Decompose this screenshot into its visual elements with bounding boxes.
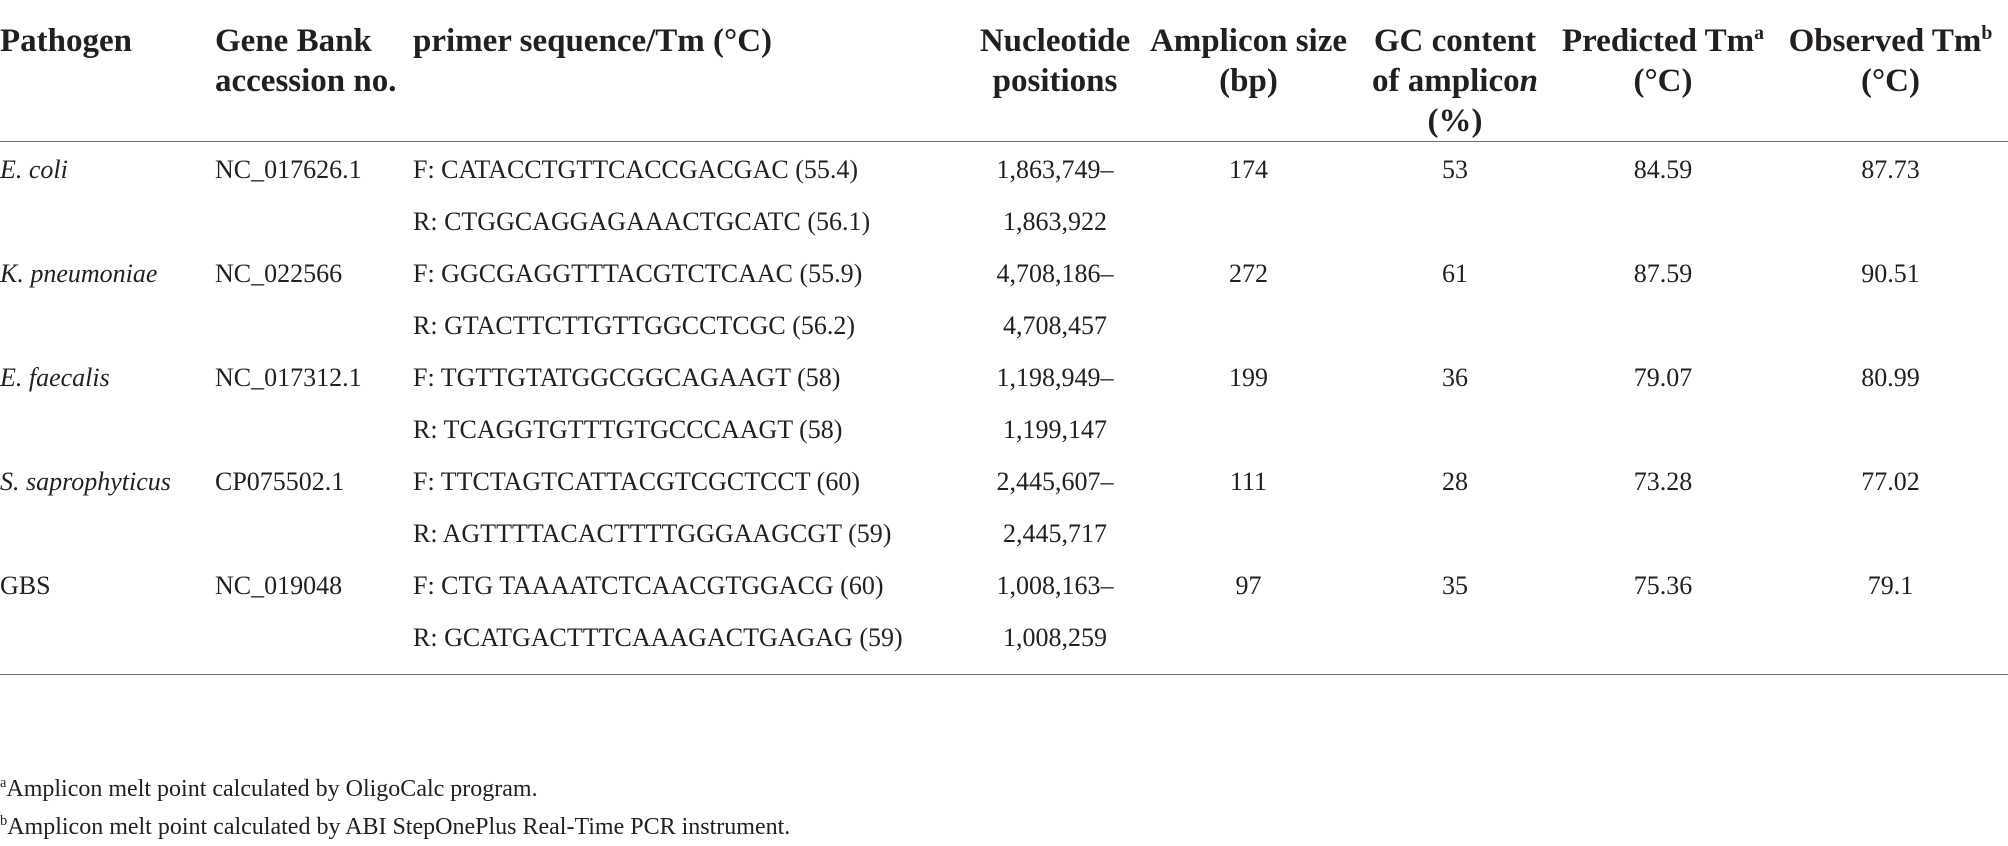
accession-cell: NC_022566: [215, 259, 343, 288]
table-row: [0, 248, 2008, 300]
footnote-b-mark: b: [0, 813, 8, 829]
header-gc-unit: (%): [1427, 103, 1483, 139]
position-end-cell: 1,863,922: [1003, 207, 1107, 236]
table-row-continued: [0, 508, 2008, 560]
predicted-tm-cell: 75.36: [1633, 571, 1693, 600]
table-body: [0, 142, 2008, 675]
amplicon-size-cell: 111: [1229, 467, 1268, 496]
primer-reverse-cell: R: TCAGGTGTTTGTGCCCAAGT (58): [413, 415, 843, 444]
observed-tm-cell: 77.02: [1861, 467, 1920, 496]
header-pred-unit: (°C): [1633, 63, 1693, 99]
gc-content-cell: 53: [1442, 155, 1468, 184]
header-predicted-tm: [1553, 0, 1773, 142]
header-nucleotide: Nucleotide positions: [970, 0, 1140, 142]
footnote-b-text: Amplicon melt point calculated by ABI StepOnePlus Real-Time PCR instrument.: [7, 814, 791, 840]
observed-tm-cell: 90.51: [1861, 259, 1920, 288]
primer-reverse-cell: R: GTACTTCTTGTTGGCCTCGC (56.2): [413, 311, 856, 340]
position-start-cell: 1,198,949–: [996, 363, 1114, 392]
amplicon-size-cell: 272: [1229, 259, 1268, 288]
position-start-cell: 1,008,163–: [996, 571, 1114, 600]
pathogen-cell: GBS: [0, 571, 51, 600]
header-pred-text: Predicted Tm: [1561, 23, 1755, 59]
position-end-cell: 1,008,259: [970, 612, 1140, 675]
table-row-continued: [0, 612, 2008, 675]
table-row: [0, 456, 2008, 508]
accession-cell: NC_017312.1: [215, 363, 362, 392]
header-genbank: Gene Bank accession no.: [215, 0, 413, 142]
table-row: [0, 142, 2008, 197]
position-end-cell: 2,445,717: [1003, 519, 1107, 548]
primer-forward-cell: F: CATACCTGTTCACCGACGAC (55.4): [413, 155, 859, 184]
pathogen-cell: S. saprophyticus: [0, 467, 171, 496]
observed-tm-cell: 80.99: [1861, 363, 1920, 392]
accession-cell: CP075502.1: [215, 467, 345, 496]
predicted-tm-cell: 79.07: [1633, 363, 1693, 392]
predicted-tm-cell: 73.28: [1633, 467, 1693, 496]
accession-cell: NC_019048: [215, 571, 343, 600]
pathogen-cell: E. coli: [0, 155, 68, 184]
header-gc-italic: n: [1519, 63, 1538, 99]
primer-forward-cell: F: GGCGAGGTTTACGTCTCAAC (55.9): [413, 259, 863, 288]
predicted-tm-cell: 84.59: [1633, 155, 1693, 184]
header-amplicon-size: Amplicon size (bp): [1140, 0, 1357, 142]
position-start-cell: 1,863,749–: [996, 155, 1114, 184]
header-obs-footnote-mark: b: [1981, 22, 1993, 44]
position-end-cell: 1,199,147: [1003, 415, 1107, 444]
accession-cell: NC_017626.1: [215, 155, 362, 184]
observed-tm-cell: 79.1: [1867, 571, 1914, 600]
position-start-cell: 4,708,186–: [996, 259, 1114, 288]
amplicon-size-cell: 97: [1235, 571, 1262, 600]
header-row: [0, 0, 2008, 142]
position-start-cell: 2,445,607–: [996, 467, 1114, 496]
table-row-continued: [0, 404, 2008, 456]
gc-content-cell: 36: [1442, 363, 1468, 392]
table-row: [0, 560, 2008, 612]
footnote-b: [0, 808, 790, 846]
predicted-tm-cell: 87.59: [1633, 259, 1693, 288]
amplicon-size-cell: 199: [1229, 363, 1268, 392]
observed-tm-cell: 87.73: [1861, 155, 1920, 184]
header-pred-footnote-mark: a: [1754, 22, 1765, 44]
header-observed-tm: [1773, 0, 2008, 142]
header-gc-text: GC content of amplico: [1372, 23, 1537, 99]
primer-forward-cell: F: CTG TAAAATCTCAACGTGGACG (60): [413, 571, 884, 600]
primer-reverse-cell: R: GCATGACTTTCAAAGACTGAGAG (59): [413, 612, 970, 675]
footnote-a-text: Amplicon melt point calculated by OligoCalc program.: [6, 776, 538, 802]
gc-content-cell: 61: [1442, 259, 1468, 288]
header-obs-text: Observed Tm: [1788, 23, 1982, 59]
primer-forward-cell: F: TTCTAGTCATTACGTCGCTCCT (60): [413, 467, 861, 496]
footnote-a-mark: a: [0, 775, 7, 791]
header-primer: primer sequence/Tm (°C): [413, 0, 970, 142]
table-row-continued: [0, 300, 2008, 352]
primer-forward-cell: F: TGTTGTATGGCGGCAGAAGT (58): [413, 363, 841, 392]
position-end-cell: 4,708,457: [1003, 311, 1107, 340]
header-pathogen: Pathogen: [0, 0, 215, 142]
amplicon-size-cell: 174: [1229, 155, 1268, 184]
pathogen-cell: K. pneumoniae: [0, 259, 158, 288]
footnote-a: [0, 770, 790, 808]
pathogen-cell: E. faecalis: [0, 363, 110, 392]
primer-reverse-cell: R: CTGGCAGGAGAAACTGCATC (56.1): [413, 207, 871, 236]
table-row-continued: [0, 196, 2008, 248]
gc-content-cell: 28: [1442, 467, 1468, 496]
header-obs-unit: (°C): [1860, 63, 1920, 99]
header-gc-content: [1357, 0, 1553, 142]
primer-reverse-cell: R: AGTTTTACACTTTTGGGAAGCGT (59): [413, 519, 892, 548]
table-row: [0, 352, 2008, 404]
table-footnotes: [0, 770, 790, 846]
gc-content-cell: 35: [1442, 571, 1468, 600]
